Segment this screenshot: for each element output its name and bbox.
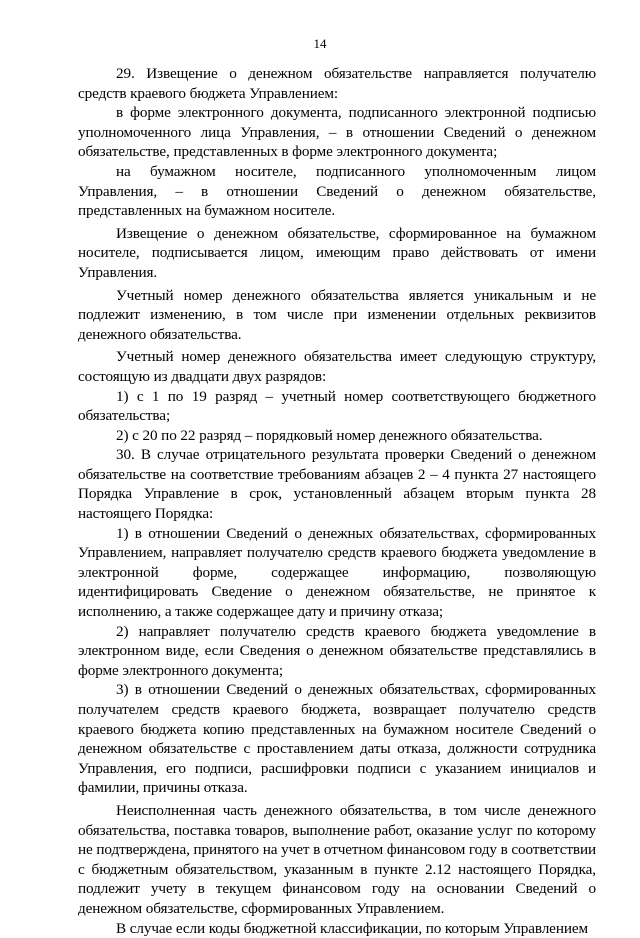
paragraph-account-number-unique: Учетный номер денежного обязательства является уникальным и не подлежит изменению, в том числе при изменении отдельных реквизитов денежного обязательства. xyxy=(78,286,596,343)
document-body xyxy=(78,64,596,938)
paragraph-account-number-structure: Учетный номер денежного обязательства имеет следующую структуру, состоящую из двадцати двух разрядов: xyxy=(78,348,596,385)
paragraph-paper-signature: Извещение о денежном обязательстве, сформированное на бумажном носителе, подписывается лицом, имеющим право действовать от имени Управления. xyxy=(78,224,596,281)
paragraph-electronic-form: в форме электронного документа, подписанного электронной подписью уполномоченного лица Управления, – в отношении Сведений о денежном обязательстве, представленных в форме электронного документа; xyxy=(78,104,596,161)
paragraph-29-intro: 29. Извещение о денежном обязательстве направляется получателю средств краевого бюджета Управлением: xyxy=(78,65,596,102)
paragraph-30-item-1: 1) в отношении Сведений о денежных обязательствах, сформированных Управлением, направляет получателю средств краевого бюджета уведомление в электронной форме, содержащее информацию, позволяющую идентифицировать Сведение о денежном обязательстве, не принятое к исполнению, а также содержащее дату и причину отказа; xyxy=(78,524,596,621)
paragraph-30-item-3: 3) в отношении Сведений о денежных обязательствах, сформированных получателем средств краевого бюджета, возвращает получателю средств краевого бюджета копию представленных на бумажном носителе Сведений о денежном обязательстве с проставлением даты отказа, должности сотрудника Управления, его подписи, расшифровки подписи с указанием инициалов и фамилии, причины отказа. xyxy=(78,681,596,797)
paragraph-digits-20-22: 2) с 20 по 22 разряд – порядковый номер денежного обязательства. xyxy=(116,426,543,444)
paragraph-digits-1-19: 1) с 1 по 19 разряд – учетный номер соответствующего бюджетного обязательства; xyxy=(78,387,596,425)
paragraph-30-item-2: 2) направляет получателю средств краевого бюджета уведомление в электронном виде, если Сведения о денежном обязательстве представлялись в форме электронного документа; xyxy=(78,622,596,679)
paragraph-30-intro: 30. В случае отрицательного результата проверки Сведений о денежном обязательстве на соответствие требованиям абзацев 2 – 4 пункта 27 настоящего Порядка Управление в срок, установленный абзацем вторым пункта 28 настоящего Порядка: xyxy=(78,446,596,523)
paragraph-paper-form: на бумажном носителе, подписанного уполномоченным лицом Управления, – в отношении Сведений о денежном обязательстве, представленных на бумажном носителе. xyxy=(78,162,596,220)
paragraph-budget-codes: В случае если коды бюджетной классификации, по которым Управлением xyxy=(116,919,589,937)
paragraph-unfulfilled-part: Неисполненная часть денежного обязательства, в том числе денежного обязательства, поставка товаров, выполнение работ, оказание услуг по которому не подтверждена, принятого на учет в отчетном финансовом году в соответствии с бюджетным обязательством, указанным в пункте 2.12 настоящего Порядка, подлежит учету в текущем финансовом году на основании Сведений о денежном обязательстве, сформированных Управлением. xyxy=(78,801,596,917)
page-number: 14 xyxy=(313,36,327,51)
